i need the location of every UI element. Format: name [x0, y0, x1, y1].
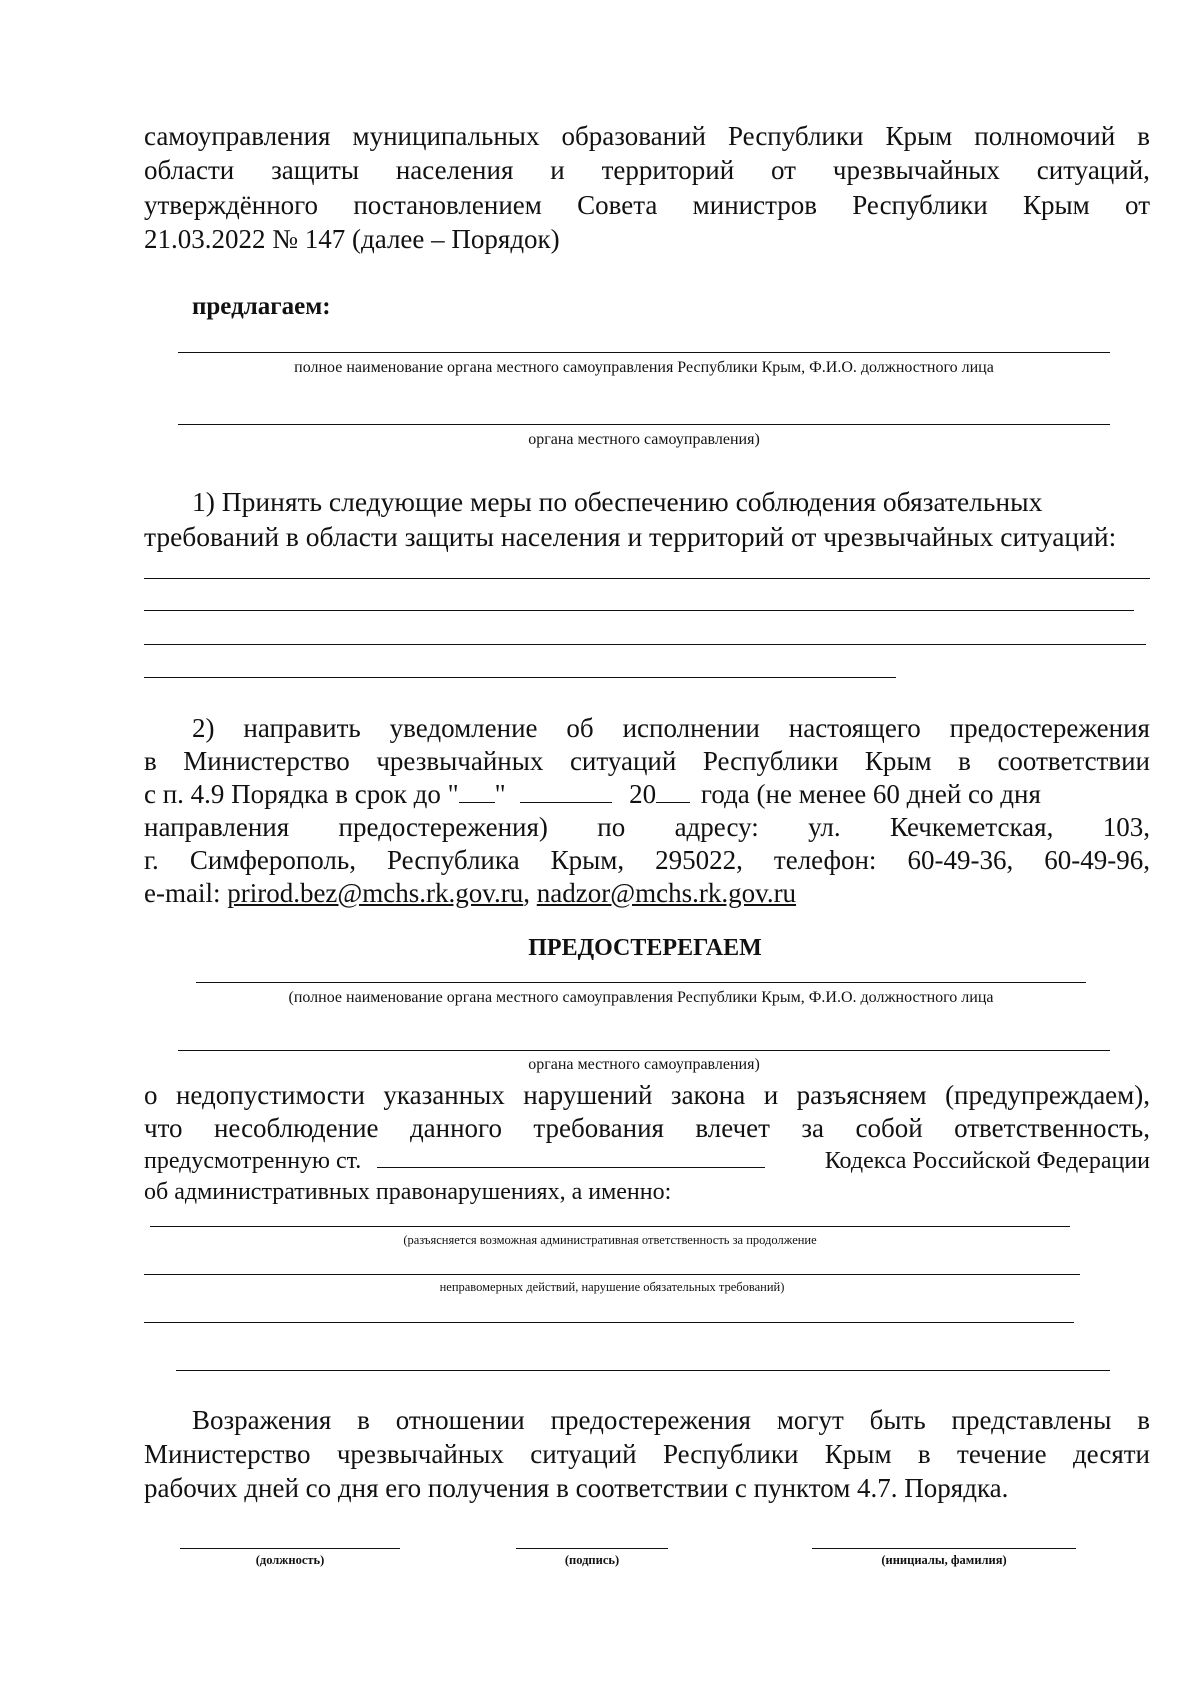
- deadline-suffix: года (не менее 60 дней со дня: [700, 779, 1041, 809]
- word: разъясняем: [796, 1080, 927, 1110]
- word: Кечкеметская,: [889, 812, 1054, 842]
- word: требования: [533, 1113, 664, 1143]
- word: предостережения: [949, 713, 1150, 743]
- word: исполнении: [622, 713, 760, 743]
- warn-caption-4: неправомерных действий, нарушение обязательных требований): [439, 1280, 785, 1294]
- word: в: [144, 746, 157, 776]
- fill-line: [144, 1322, 1074, 1323]
- word: утверждённого: [144, 190, 319, 220]
- word: уведомление: [389, 713, 538, 743]
- word: от: [1125, 190, 1150, 220]
- signature-sign-caption: (подпись): [564, 1553, 620, 1567]
- warn-heading: ПРЕДОСТЕРЕГАЕМ: [528, 935, 762, 961]
- word: Симферополь,: [189, 845, 356, 875]
- fill-line: [516, 1548, 668, 1549]
- word: в: [958, 746, 971, 776]
- fill-line: [150, 1226, 1070, 1227]
- article-blank: [377, 1145, 765, 1168]
- word: течение: [957, 1439, 1047, 1469]
- warn-line-4: об административных правонарушениях, а именно:: [144, 1179, 672, 1205]
- year-blank: [656, 776, 690, 803]
- word: недопустимости: [175, 1080, 365, 1110]
- word: о: [144, 1080, 158, 1110]
- warn-caption-2: органа местного самоуправления): [528, 1056, 760, 1073]
- month-blank: [520, 776, 612, 803]
- word: Министерство: [144, 1439, 311, 1469]
- item1-line-2: требований в области защиты населения и территорий от чрезвычайных ситуаций:: [144, 521, 1117, 552]
- item1-line-1: 1) Принять следующие меры по обеспечению соблюдения обязательных: [192, 486, 1043, 517]
- word: ул.: [808, 812, 841, 842]
- word: и: [763, 1080, 779, 1110]
- word: за: [801, 1113, 825, 1143]
- word: 2): [192, 713, 215, 743]
- word: ситуаций: [569, 746, 677, 776]
- word: территорий: [601, 155, 735, 185]
- item2-line-1: [192, 710, 1150, 746]
- propose-caption-2: органа местного самоуправления): [528, 431, 760, 448]
- fill-line: [144, 578, 1150, 579]
- word: ситуаций: [530, 1439, 637, 1469]
- word: что: [144, 1113, 183, 1143]
- propose-caption-1: полное наименование органа местного самоуправления Республики Крым, Ф.И.О. должностного лица: [294, 359, 994, 376]
- fill-line: [812, 1548, 1076, 1549]
- word: Республики: [662, 1439, 799, 1469]
- warn-line-2: [144, 1110, 1150, 1146]
- email-link-nadzor[interactable]: nadzor@mchs.rk.gov.ru: [536, 878, 797, 908]
- word: Крым: [864, 746, 932, 776]
- fill-line: [196, 982, 1086, 983]
- word: Возражения: [192, 1405, 332, 1435]
- word: 60-49-96,: [1044, 845, 1150, 875]
- objections-line-3: рабочих дней со дня его получения в соответствии с пунктом 4.7. Порядка.: [144, 1473, 1009, 1503]
- word: (предупреждаем),: [945, 1080, 1150, 1110]
- word: отношении: [395, 1405, 525, 1435]
- item2-line-5: [144, 842, 1150, 878]
- word: самоуправления: [144, 121, 331, 151]
- word: направить: [243, 713, 361, 743]
- warn-caption-3: (разъясняется возможная административная ответственность за продолжение: [403, 1233, 817, 1247]
- intro-line-1: [144, 118, 1150, 154]
- word: представлены: [951, 1405, 1112, 1435]
- word: предостережения: [550, 1405, 751, 1435]
- word: закона: [670, 1080, 746, 1110]
- word: в: [917, 1439, 931, 1469]
- word: собой: [855, 1113, 923, 1143]
- word: соответствии: [997, 746, 1150, 776]
- word: по: [597, 812, 626, 842]
- word: Республика: [387, 845, 520, 875]
- signature-name-caption: (инициалы, фамилия): [881, 1553, 1007, 1567]
- objections-line-2: [144, 1436, 1150, 1472]
- item2-line-6: [144, 875, 796, 911]
- article-prefix: предусмотренную ст.: [144, 1148, 362, 1174]
- item2-line-4: [144, 809, 1150, 845]
- fill-line: [176, 1370, 1110, 1371]
- word: Крым: [885, 121, 953, 151]
- word: могут: [776, 1405, 844, 1435]
- fill-line: [180, 1548, 400, 1549]
- word: Совета: [577, 190, 658, 220]
- word: в: [357, 1405, 370, 1435]
- word: влечет: [695, 1113, 770, 1143]
- intro-line-4: 21.03.2022 № 147 (далее – Порядок): [144, 224, 560, 254]
- word: телефон:: [773, 845, 877, 875]
- quote-close: ": [494, 779, 506, 809]
- word: Крым: [824, 1439, 892, 1469]
- item2-line-3: [144, 776, 1041, 812]
- word: Крым: [1023, 190, 1090, 220]
- intro-line-3: [144, 187, 1150, 223]
- word: чрезвычайных: [832, 155, 1000, 185]
- objections-line-1: [192, 1402, 1150, 1438]
- word: министров: [692, 190, 817, 220]
- word: указанных: [383, 1080, 505, 1110]
- word: нарушений: [523, 1080, 653, 1110]
- fill-line: [144, 644, 1146, 645]
- signature-position-caption: (должность): [255, 1553, 325, 1567]
- word: Республики: [728, 121, 864, 151]
- word: Республики: [702, 746, 839, 776]
- day-blank: [459, 776, 495, 803]
- word: в: [1137, 1405, 1150, 1435]
- word: 295022,: [655, 845, 743, 875]
- word: чрезвычайных: [336, 1439, 504, 1469]
- word: Республики: [852, 190, 988, 220]
- word: 60-49-36,: [907, 845, 1014, 875]
- year-prefix: 20: [629, 779, 657, 809]
- deadline-prefix: с п. 4.9 Порядка в срок до ": [144, 779, 459, 809]
- word: об: [566, 713, 594, 743]
- word: и: [550, 155, 565, 185]
- word: полномочий: [974, 121, 1116, 151]
- article-suffix: Кодекса Российской Федерации: [824, 1148, 1150, 1174]
- propose-heading: предлагаем:: [192, 293, 331, 320]
- word: в: [1137, 121, 1150, 151]
- word: Министерство: [183, 746, 350, 776]
- email-label: e-mail:: [144, 878, 221, 908]
- email-link-prirod[interactable]: prirod.bez@mchs.rk.gov.ru: [227, 878, 524, 908]
- warn-caption-1: (полное наименование органа местного самоуправления Республики Крым, Ф.И.О. должностного лица: [288, 989, 994, 1006]
- word: населения: [395, 155, 514, 185]
- fill-line: [178, 1050, 1110, 1051]
- word: быть: [869, 1405, 926, 1435]
- word: направления: [144, 812, 290, 842]
- word: образований: [561, 121, 706, 151]
- word: данного: [409, 1113, 502, 1143]
- fill-line: [144, 1274, 1080, 1275]
- fill-line: [178, 424, 1110, 425]
- word: несоблюдение: [213, 1113, 379, 1143]
- word: области: [144, 155, 235, 185]
- word: десяти: [1072, 1439, 1150, 1469]
- word: от: [771, 155, 796, 185]
- word: ответственность,: [954, 1113, 1150, 1143]
- email-separator: ,: [523, 878, 531, 908]
- word: предостережения): [338, 812, 548, 842]
- fill-line: [144, 677, 896, 678]
- fill-line: [144, 610, 1134, 611]
- fill-line: [178, 352, 1110, 353]
- word: 103,: [1102, 812, 1150, 842]
- word: адресу:: [674, 812, 759, 842]
- word: настоящего: [788, 713, 921, 743]
- word: защиты: [271, 155, 359, 185]
- intro-line-2: [144, 152, 1150, 188]
- word: г.: [144, 845, 159, 875]
- word: муниципальных: [352, 121, 540, 151]
- word: Крым,: [550, 845, 625, 875]
- item2-line-2: [144, 743, 1150, 779]
- word: постановлением: [353, 190, 542, 220]
- word: чрезвычайных: [376, 746, 544, 776]
- word: ситуаций,: [1036, 155, 1150, 185]
- warn-line-1: [144, 1077, 1150, 1113]
